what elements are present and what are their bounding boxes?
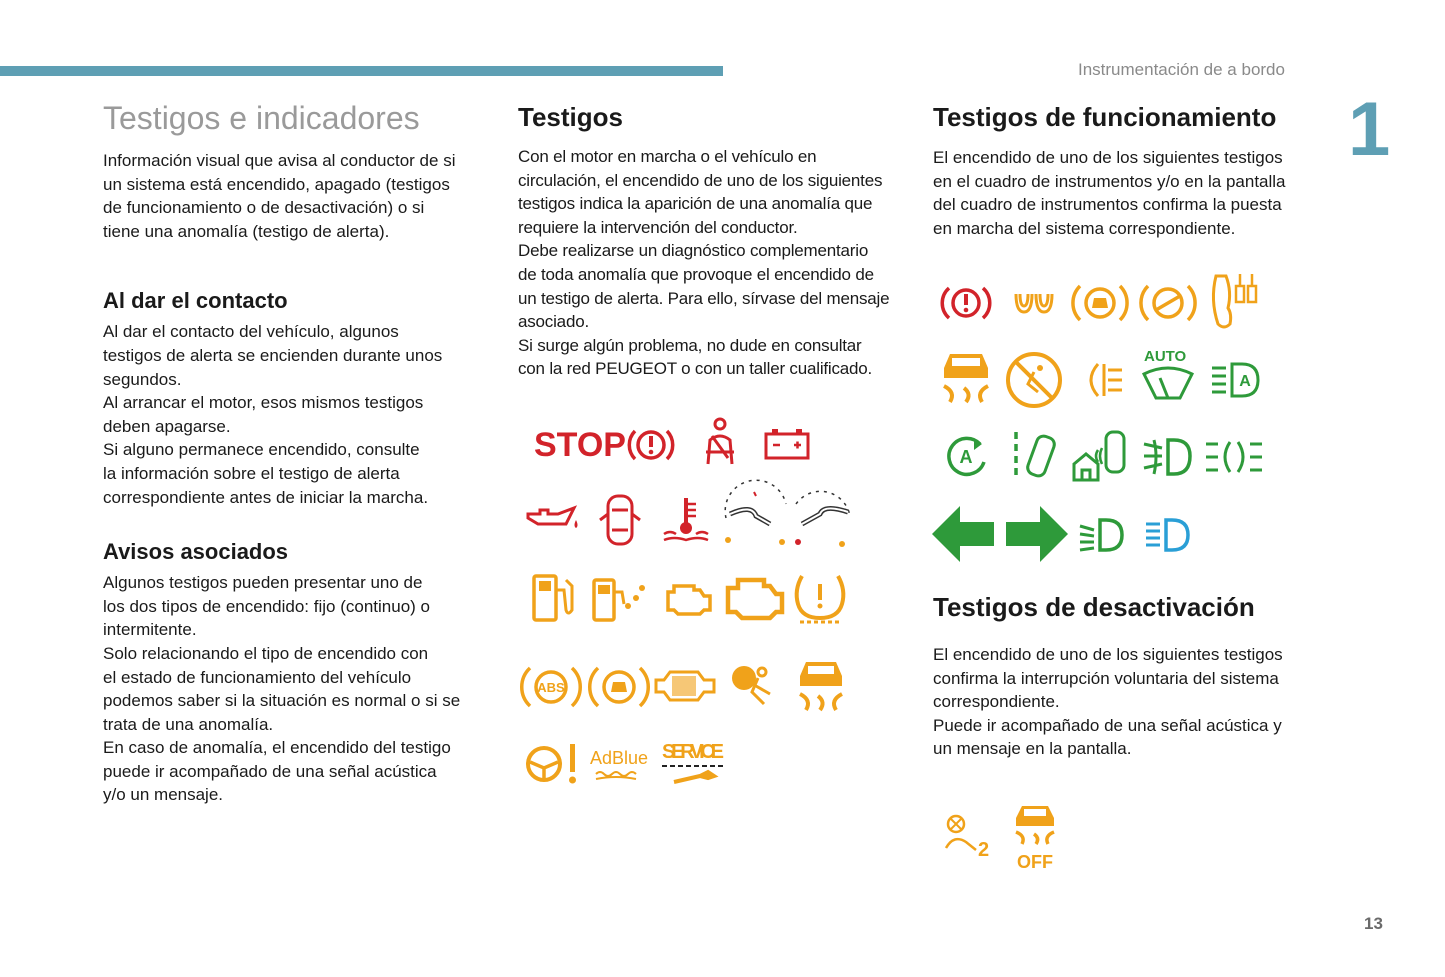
stability-control-off-icon: [1012, 804, 1058, 870]
stop-label: STOP: [534, 426, 626, 464]
main-beam-icon: [1144, 518, 1192, 552]
automatic-wipers-icon: [1140, 346, 1196, 408]
right-indicator-icon: [1006, 506, 1068, 562]
deactivation-text: El encendido de uno de los siguientes testigos confirma la interrupción voluntaria del sistema correspondiente. Puede ir acompañado de una señal acústica y un mensaje en la pantalla.: [933, 645, 1283, 759]
function-heading: Testigos de funcionamiento: [933, 102, 1277, 132]
off-label: OFF: [1017, 852, 1053, 872]
foot-on-brake-icon: [1072, 280, 1128, 326]
contact-heading: Al dar el contacto: [103, 288, 288, 314]
foot-on-clutch-icon: [1208, 270, 1260, 332]
section-title: Instrumentación de a bordo: [1078, 60, 1285, 79]
stop-start-icon: [944, 434, 990, 478]
parking-brake-icon: [942, 280, 990, 326]
warnings-heading: Testigos: [518, 102, 623, 132]
function-text: El encendido de uno de los siguientes testigos en el cuadro de instrumentos y/o en la pantalla del cuadro de instrumentos confirma la puesta en marcha del sistema correspondiente.: [933, 148, 1286, 238]
preheating-icon: [1012, 288, 1056, 318]
left-indicator-icon: [932, 506, 994, 562]
side-lights-icon: [1204, 438, 1264, 476]
chapter-number: 1: [1348, 87, 1391, 172]
auto-label: AUTO: [1144, 348, 1187, 365]
rear-fog-light-icon: [1080, 360, 1126, 400]
intro-text: Información visual que avisa al conductor de si un sistema está encendido, apagado (testigos de funcionamiento o de desactivación) o si tiene una anomalía (testigo de alerta).: [103, 151, 456, 241]
auto-headlamp-icon: [1208, 360, 1262, 400]
adblue-label: AdBlue: [590, 748, 649, 768]
service-label: SERVICE: [662, 741, 724, 763]
dipped-beam-icon: [1078, 518, 1126, 552]
warnings-text: Con el motor en marcha o el vehículo en circulación, el encendido de uno de los siguientes testigos indica la aparición de una anomalía que requiere la intervención del conductor. Debe realizarse un diagnóstico complementario de toda anomalía que provoque el encendido de un testigo de alerta. Para ello, sírvase del mensaje asociado. Si surge algún problema, no dude en consultar con la red PEUGEOT o con un taller cualificado.: [518, 147, 890, 379]
deactivation-heading: Testigos de desactivación: [933, 592, 1255, 622]
auto-parking-brake-icon: [1140, 280, 1196, 326]
lane-departure-icon: [1010, 428, 1060, 484]
passenger-airbag-off-icon: [1004, 350, 1064, 410]
airbag-deactivated-icon: [942, 814, 994, 860]
front-fog-light-icon: [1142, 436, 1194, 478]
stop-start-label: A: [959, 447, 973, 467]
page-number: 13: [1364, 914, 1383, 933]
abs-label: ABS: [537, 680, 565, 695]
notices-heading: Avisos asociados: [103, 539, 289, 565]
auto-headlamp-label: A: [1239, 373, 1251, 390]
blind-spot-icon: [1072, 428, 1130, 484]
page-title: Testigos e indicadores: [103, 100, 420, 136]
airbag-deactivated-label: 2: [978, 839, 990, 861]
traction-control-icon: [940, 350, 994, 406]
notices-text: Algunos testigos pueden presentar uno de los dos tipos de encendido: fijo (continuo) o intermitente. Solo relacionando el tipo de encendido con el estado de funcionamiento del vehículo podemos saber si la situación es normal o si se trata de una anomalía. En caso de anomalía, el encendido del testigo puede ir acompañado de una señal acústica y/o un mensaje.: [103, 573, 461, 805]
contact-text: Al dar el contacto del vehículo, algunos testigos de alerta se encienden durante unos segundos. Al arrancar el motor, esos mismos testigos deben apagarse. Si alguno permanece encendido, consulte la información sobre el testigo de alerta correspondiente antes de iniciar la marcha.: [103, 322, 443, 507]
